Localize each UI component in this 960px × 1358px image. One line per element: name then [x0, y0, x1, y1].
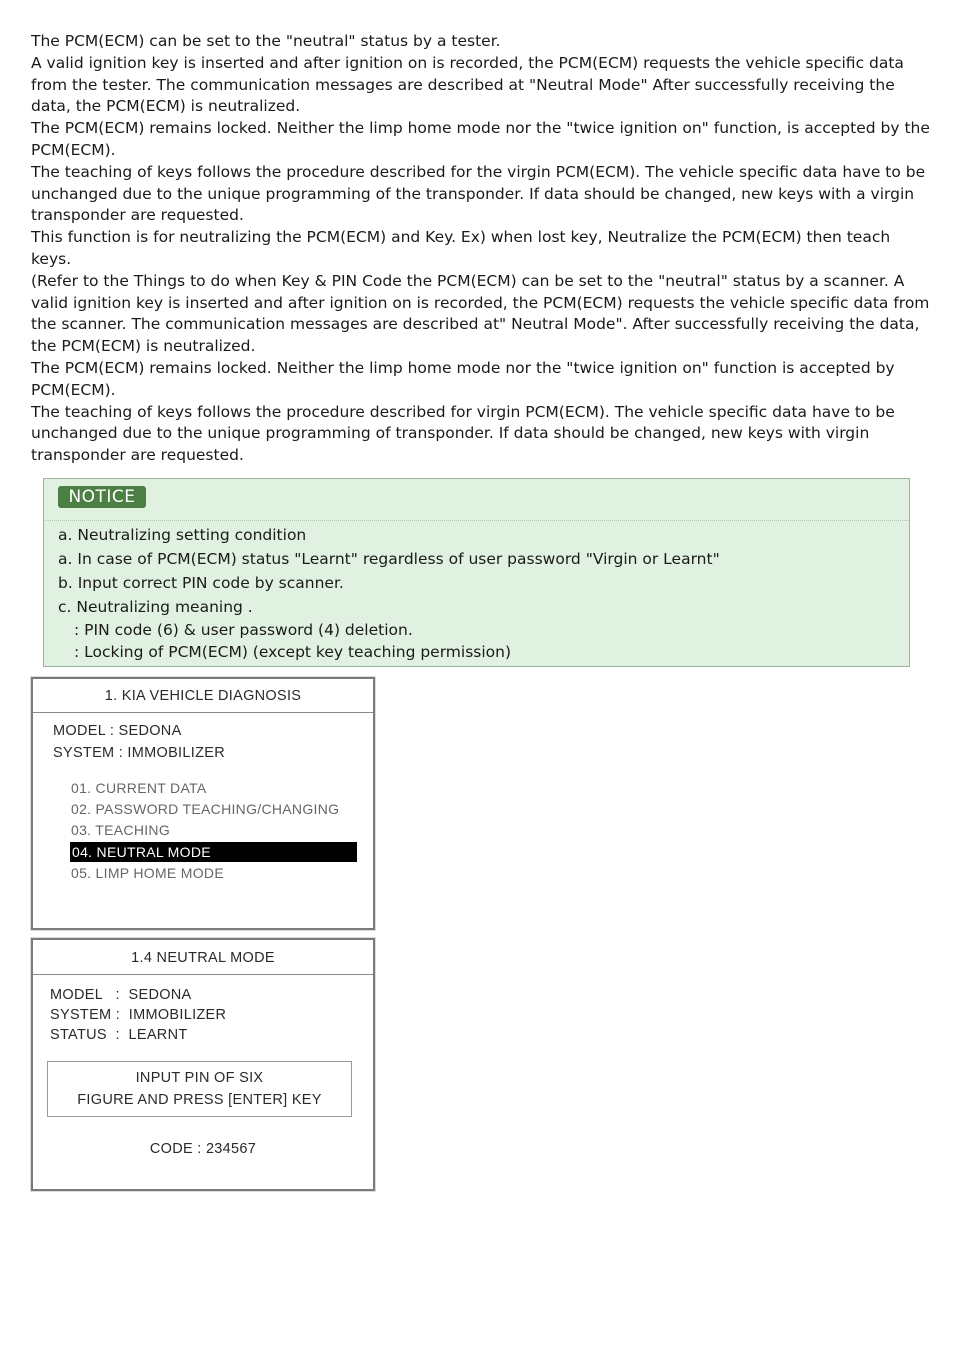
title-divider	[33, 712, 373, 713]
screen-title: 1.4 NEUTRAL MODE	[131, 950, 275, 966]
notice-marker: b.	[58, 574, 73, 592]
notice-sub-item: : Locking of PCM(ECM) (except key teaching permission)	[74, 643, 512, 661]
notice-list	[58, 523, 898, 663]
system-label: SYSTEM : IMMOBILIZER	[50, 1007, 227, 1023]
menu-item-neutral-mode[interactable]: 04. NEUTRAL MODE	[70, 842, 357, 862]
notice-sub-item: : PIN code (6) & user password (4) deletion.	[74, 621, 413, 639]
notice-badge: NOTICE	[58, 486, 146, 508]
notice-header	[44, 479, 909, 521]
paragraph-remains-locked: The PCM(ECM) remains locked. Neither the limp home mode nor the "twice ignition on" function, is accepted by the PCM(ECM).	[31, 119, 930, 159]
notice-item	[58, 523, 898, 547]
pin-prompt-box	[47, 1061, 352, 1117]
paragraph-refer: (Refer to the Things to do when Key & PIN Code the PCM(ECM) can be set to the "neutral" status by a scanner. A valid ignition key is inserted and after ignition on is recorded, the PCM(ECM) requests the vehicle specific data from the scanner. The communication messages are described at" Neutral Mode". After successfully receiving the data, the PCM(ECM) is neutralized.	[31, 271, 930, 356]
system-label: SYSTEM : IMMOBILIZER	[53, 745, 225, 761]
notice-marker: c.	[58, 598, 72, 616]
menu-item-current-data[interactable]: 01. CURRENT DATA	[71, 780, 207, 796]
model-label: MODEL : SEDONA	[53, 723, 182, 739]
paragraph-remains-locked-2: The PCM(ECM) remains locked. Neither the limp home mode nor the "twice ignition on" function is accepted by PCM(ECM).	[31, 359, 895, 399]
title-divider	[33, 974, 373, 975]
prompt-line: INPUT PIN OF SIX	[135, 1070, 264, 1086]
paragraph-intro: The PCM(ECM) can be set to the "neutral" status by a tester.	[31, 32, 501, 50]
notice-text: Neutralizing setting condition	[77, 526, 307, 544]
notice-text: Neutralizing meaning .	[76, 598, 253, 616]
menu-item-teaching[interactable]: 03. TEACHING	[71, 822, 171, 838]
notice-text: In case of PCM(ECM) status "Learnt" regardless of user password "Virgin or Learnt"	[77, 550, 720, 568]
paragraph-teaching-keys-2: The teaching of keys follows the procedure described for virgin PCM(ECM). The vehicle specific data have to be unchanged due to the unique programming of transponder. If data should be changed, new keys with virgin transponder are requested.	[31, 402, 895, 465]
notice-box	[43, 478, 910, 667]
notice-item	[58, 547, 898, 571]
menu-item-limp-home-mode[interactable]: 05. LIMP HOME MODE	[71, 865, 224, 881]
menu-item-password-teaching[interactable]: 02. PASSWORD TEACHING/CHANGING	[71, 801, 340, 817]
paragraph-function-purpose: This function is for neutralizing the PCM(ECM) and Key. Ex) when lost key, Neutralize the PCM(ECM) then teach keys.	[31, 228, 891, 268]
paragraph-valid-key: A valid ignition key is inserted and after ignition on is recorded, the PCM(ECM) requests the vehicle specific data from the tester. The communication messages are described at "Neutral Mode" After successfully receiving the data, the PCM(ECM) is neutralized.	[31, 53, 904, 116]
paragraph-teaching-keys: The teaching of keys follows the procedure described for the virgin PCM(ECM). The vehicle specific data have to be unchanged due to the unique programming of the transponder. If data should be changed, new keys with a virgin transponder are requested.	[31, 162, 926, 225]
notice-marker: a.	[58, 550, 73, 568]
status-label: STATUS : LEARNT	[50, 1027, 188, 1043]
notice-item	[58, 571, 898, 595]
notice-item	[58, 595, 898, 619]
scanner-screen-neutral-mode	[31, 938, 375, 1191]
notice-text: Input correct PIN code by scanner.	[77, 574, 344, 592]
pin-code-field[interactable]: CODE : 234567	[149, 1141, 257, 1157]
model-label: MODEL : SEDONA	[50, 987, 192, 1003]
prompt-line: FIGURE AND PRESS [ENTER] KEY	[77, 1092, 322, 1108]
scanner-screen-diagnosis	[31, 677, 375, 930]
screen-title: 1. KIA VEHICLE DIAGNOSIS	[104, 688, 302, 704]
notice-marker: a.	[58, 526, 73, 544]
